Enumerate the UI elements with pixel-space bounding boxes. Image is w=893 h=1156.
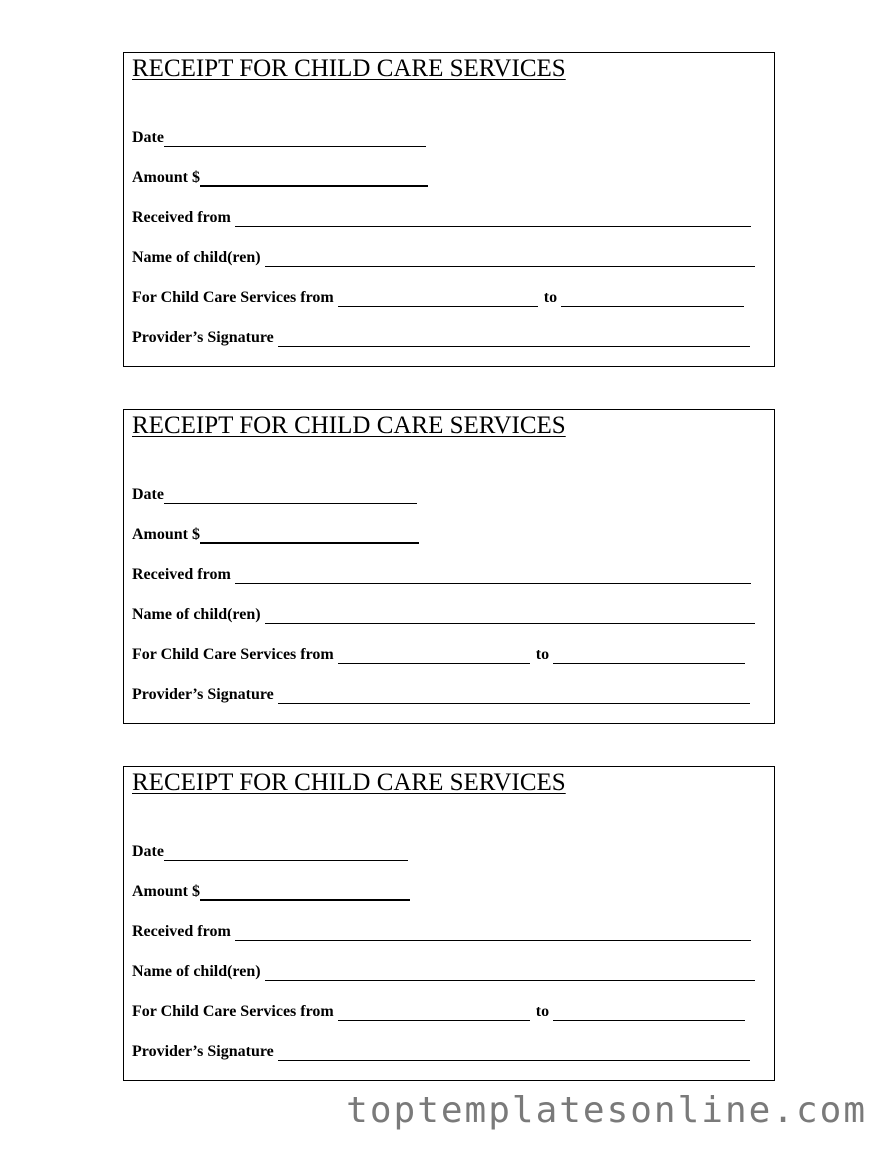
services-from-field[interactable] <box>338 292 538 307</box>
date-field[interactable] <box>164 132 426 147</box>
services-from-label: For Child Care Services from <box>132 289 334 306</box>
watermark: toptemplatesonline.com <box>346 1090 867 1131</box>
amount-label: Amount $ <box>132 169 201 186</box>
services-to-field[interactable] <box>561 292 744 307</box>
services-row <box>132 285 744 307</box>
receipt-3 <box>123 766 775 1081</box>
services-from-label: For Child Care Services from <box>132 1003 334 1020</box>
receipt-2 <box>123 409 775 724</box>
received-from-row <box>132 562 751 584</box>
amount-field[interactable] <box>200 171 428 187</box>
amount-field[interactable] <box>200 528 419 544</box>
received-from-row <box>132 919 751 941</box>
date-label: Date <box>132 843 164 860</box>
services-from-field[interactable] <box>338 1006 530 1021</box>
date-label: Date <box>132 129 164 146</box>
signature-row <box>132 325 750 347</box>
children-field[interactable] <box>265 609 755 624</box>
amount-row <box>132 522 419 544</box>
services-row <box>132 999 745 1021</box>
date-label: Date <box>132 486 164 503</box>
children-label: Name of child(ren) <box>132 606 261 623</box>
services-to-field[interactable] <box>553 649 745 664</box>
receipt-title: RECEIPT FOR CHILD CARE SERVICES <box>132 55 566 82</box>
services-to-label: to <box>543 289 558 306</box>
received-from-field[interactable] <box>235 926 751 941</box>
received-from-field[interactable] <box>235 212 751 227</box>
amount-row <box>132 879 410 901</box>
services-to-label: to <box>535 1003 550 1020</box>
services-from-field[interactable] <box>338 649 530 664</box>
receipt-title: RECEIPT FOR CHILD CARE SERVICES <box>132 769 566 796</box>
signature-label: Provider’s Signature <box>132 686 274 703</box>
children-field[interactable] <box>265 252 755 267</box>
receipt-1 <box>123 52 775 367</box>
received-from-label: Received from <box>132 566 231 583</box>
date-row <box>132 839 408 861</box>
amount-label: Amount $ <box>132 883 201 900</box>
received-from-label: Received from <box>132 923 231 940</box>
children-label: Name of child(ren) <box>132 249 261 266</box>
children-field[interactable] <box>265 966 755 981</box>
services-to-field[interactable] <box>553 1006 745 1021</box>
signature-row <box>132 1039 750 1061</box>
amount-field[interactable] <box>200 885 410 901</box>
services-from-label: For Child Care Services from <box>132 646 334 663</box>
signature-field[interactable] <box>278 689 750 704</box>
amount-row <box>132 165 428 187</box>
services-row <box>132 642 745 664</box>
date-row <box>132 125 426 147</box>
amount-label: Amount $ <box>132 526 201 543</box>
date-field[interactable] <box>164 489 417 504</box>
children-label: Name of child(ren) <box>132 963 261 980</box>
services-to-label: to <box>535 646 550 663</box>
children-row <box>132 245 755 267</box>
signature-row <box>132 682 750 704</box>
signature-field[interactable] <box>278 332 750 347</box>
date-field[interactable] <box>164 846 408 861</box>
signature-label: Provider’s Signature <box>132 1043 274 1060</box>
received-from-row <box>132 205 751 227</box>
children-row <box>132 959 755 981</box>
children-row <box>132 602 755 624</box>
signature-label: Provider’s Signature <box>132 329 274 346</box>
signature-field[interactable] <box>278 1046 750 1061</box>
date-row <box>132 482 417 504</box>
receipt-title: RECEIPT FOR CHILD CARE SERVICES <box>132 412 566 439</box>
received-from-label: Received from <box>132 209 231 226</box>
received-from-field[interactable] <box>235 569 751 584</box>
